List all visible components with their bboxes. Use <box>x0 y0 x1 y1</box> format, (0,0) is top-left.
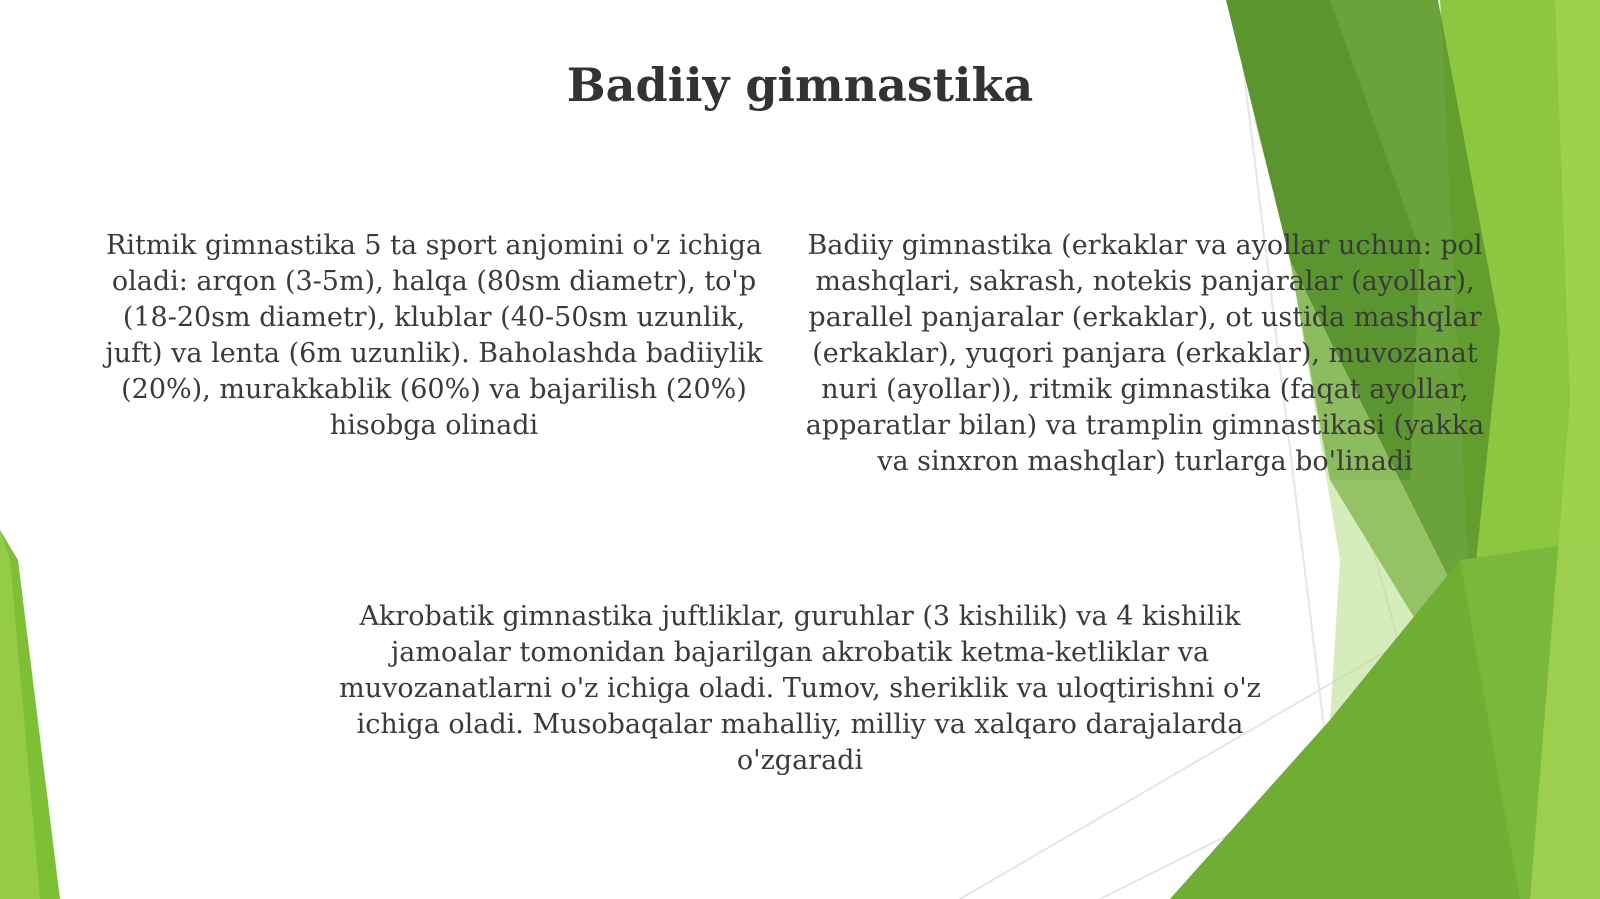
akrobatik-gimnastika-text: Akrobatik gimnastika juftliklar, guruhlar (3 kishilik) va 4 kishilik jamoalar tomonidan bajarilgan akrobatik ketma-ketliklar va muvozanatlarni o'z ichiga oladi. Tumov, sheriklik va uloqtirishni o'z ichiga oladi. Musobaqalar mahalliy, milliy va xalqaro darajalarda o'zgaradi <box>339 601 1261 776</box>
badiiy-gimnastika-text: Badiiy gimnastika (erkaklar va ayollar uchun: pol mashqlari, sakrash, notekis panjaralar (ayollar), parallel panjaralar (erkaklar), ot ustida mashqlar (erkaklar), yuqori panjara (erkaklar), muvozanat nuri (ayollar)), ritmik gimnastika (faqat ayollar, apparatlar bilan) va tramplin gimnastikasi (yakka va sinxron mashqlar) turlarga bo'linadi <box>805 230 1485 477</box>
ritmik-gimnastika-text: Ritmik gimnastika 5 ta sport anjomini o'z ichiga oladi: arqon (3-5m), halqa (80sm diametr), to'p (18-20sm diametr), klublar (40-50sm uzunlik, juft) va lenta (6m uzunlik). Baholashda badiiylik (20%), murakkablik (60%) va bajarilish (20%) hisobga olinadi <box>105 230 763 441</box>
slide-title: Badiiy gimnastika <box>566 58 1034 112</box>
